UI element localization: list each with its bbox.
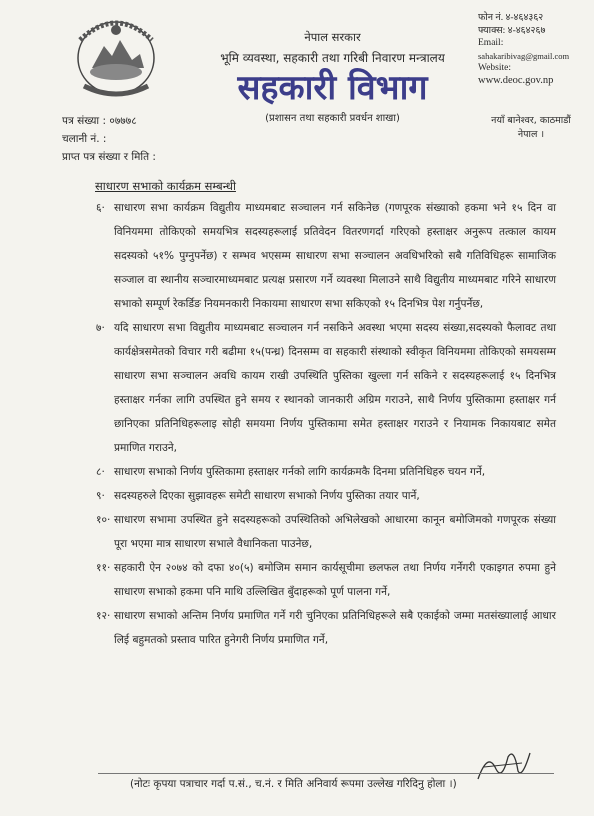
reference-block <box>62 112 156 166</box>
ministry-name: भूमि व्यवस्था, सहकारी तथा गरिबी निवारण मन्त्रालय <box>220 51 445 65</box>
item-text: साधारण सभामा उपस्थित हुने सदस्यहरूको उपस्थितिको अभिलेखको आधारमा कानून बमोजिमको गणपूरक संख्या पूरा भएमा मात्र साधारण सभाले वैधानिकता पाउनेछ, <box>114 514 556 550</box>
received-letter-info: प्राप्त पत्र संख्या र मिति : <box>62 151 156 163</box>
item-number: ६· <box>96 202 105 214</box>
list-item <box>96 460 556 484</box>
item-text: साधारण सभाको अन्तिम निर्णय प्रमाणित गर्ने गरी चुनिएका प्रतिनिधिहरूले सबै एकाईको जम्मा मतसंख्यालाई आधार लिई बहुमतको प्रस्ताव पारित हुनेगरी निर्णय प्रमाणित गर्ने, <box>114 610 556 646</box>
list-item <box>96 604 556 652</box>
department-title: सहकारी विभाग <box>237 68 428 108</box>
office-address <box>472 114 590 142</box>
footer-divider <box>98 773 554 774</box>
government-header <box>190 30 475 124</box>
list-item <box>96 484 556 508</box>
website-url: www.deoc.gov.np <box>478 74 554 86</box>
list-item <box>96 316 556 460</box>
letter-number: पत्र संख्या : ०७७७८ <box>62 115 137 127</box>
item-number: १०· <box>96 514 111 526</box>
item-number: ७· <box>96 322 105 334</box>
item-text: साधारण सभा कार्यक्रम विद्युतीय माध्यमबाट सञ्चालन गर्न सकिनेछ (गणपूरक संख्याको हकमा भने १५ दिन वा विनियममा तोकिएको समयभित्र सदस्यहरूलाई प्रतिवेदन वितरणगर्दा गरिएको हस्ताक्षर अनुरूप तत्काल कायम सदस्यको ५१% पुग्नुपर्नेछ) र सम्भव भएसम्म साधारण सभा सञ्चालन अवधिभरिको सबै गतिविधिहरू सामाजिक सञ्जाल वा स्थानीय सञ्चारमाध्यमबाट प्रत्यक्ष प्रसारण गर्ने व्यवस्था मिलाउने साथै विद्युतीय माध्यमबाट गरिने साधारण सभाको सम्पूर्ण रेकर्डिङ नियमनकारी निकायमा साधारण सभा सकिएको १५ दिनभित्र पेश गर्नुपर्नेछ, <box>114 202 556 310</box>
item-text: यदि साधारण सभा विद्युतीय माध्यमबाट सञ्चालन गर्न नसकिने अवस्था भएमा सदस्य संख्या,सदस्यको फैलावट तथा कार्यक्षेत्रसमेतको विचार गरी बढीमा १५(पन्ध्र) दिनसम्म वा सहकारी संस्थाको स्वीकृत विनियममा तोकिएको समयसम्म साधारण सभा सञ्चालन अवधि कायम राखी उपस्थिति पुस्तिका खुल्ला गर्न सकिने र सदस्यहरूलाई १५ दिनभित्र हस्ताक्षर गर्नका लागि उपस्थित हुने समय र स्थानको जानकारी अग्रिम गराउने, साथै निर्णय पुस्तिकामा हस्ताक्षर गर्न छानिएका प्रतिनिधिहरूलाइ सोही समयमा निर्णय पुस्तिकामा समेत हस्ताक्षर गराउने र नियामक निकायबाट समेत प्रमाणित गराउने, <box>114 322 556 454</box>
footer-note: (नोटः कृपया पत्राचार गर्दा प.सं., च.नं. र मिति अनिवार्य रूपमा उल्लेख गरिदिनु होला ।) <box>130 778 457 790</box>
branch-name: (प्रशासन तथा सहकारी प्रवर्धन शाखा) <box>265 113 400 124</box>
email-label: Email: <box>478 38 504 48</box>
phone-number: फोन नं. ४-४६४३६२ <box>478 13 544 23</box>
item-text: सहकारी ऐन २०७४ को दफा ४०(५) बमोजिम समान कार्यसूचीमा छलफल तथा निर्णय गर्नेगरी एकाइगत रुपमा हुने साधारण सभाको हकमा पनि माथि उल्लिखित बुँदाहरूको पूर्ण पालना गर्ने, <box>114 562 556 598</box>
list-item <box>96 508 556 556</box>
item-number: १२· <box>96 610 111 622</box>
item-text: साधारण सभाको निर्णय पुस्तिकामा हस्ताक्षर गर्नको लागि कार्यक्रमकै दिनमा प्रतिनिधिहरु चयन गर्ने, <box>114 466 486 478</box>
contact-block <box>478 12 594 87</box>
address-line-2: नेपाल । <box>517 129 545 140</box>
item-number: ८· <box>96 466 105 478</box>
website-label: Website: <box>478 63 512 73</box>
signature-icon <box>474 745 534 785</box>
item-number: ९· <box>96 490 105 502</box>
subject-heading: साधारण सभाको कार्यक्रम सम्बन्धी <box>95 179 236 193</box>
government-line: नेपाल सरकार <box>304 30 361 44</box>
fax-number: फ्याक्स: ४-४६४२६७ <box>478 25 546 36</box>
item-number: ११· <box>96 562 111 574</box>
list-item <box>96 196 556 316</box>
email-address: sahakaribivag@gmail.com <box>478 50 570 61</box>
address-line-1: नयाँ बानेश्वर, काठमाडौं <box>491 115 571 126</box>
list-item <box>96 556 556 604</box>
nepal-emblem-icon <box>70 10 162 100</box>
dispatch-number: चलानी नं. : <box>62 133 107 145</box>
numbered-items <box>96 196 556 652</box>
item-text: सदस्यहरुले दिएका सुझावहरू समेटी साधारण सभाको निर्णय पुस्तिका तयार पार्ने, <box>114 490 420 502</box>
